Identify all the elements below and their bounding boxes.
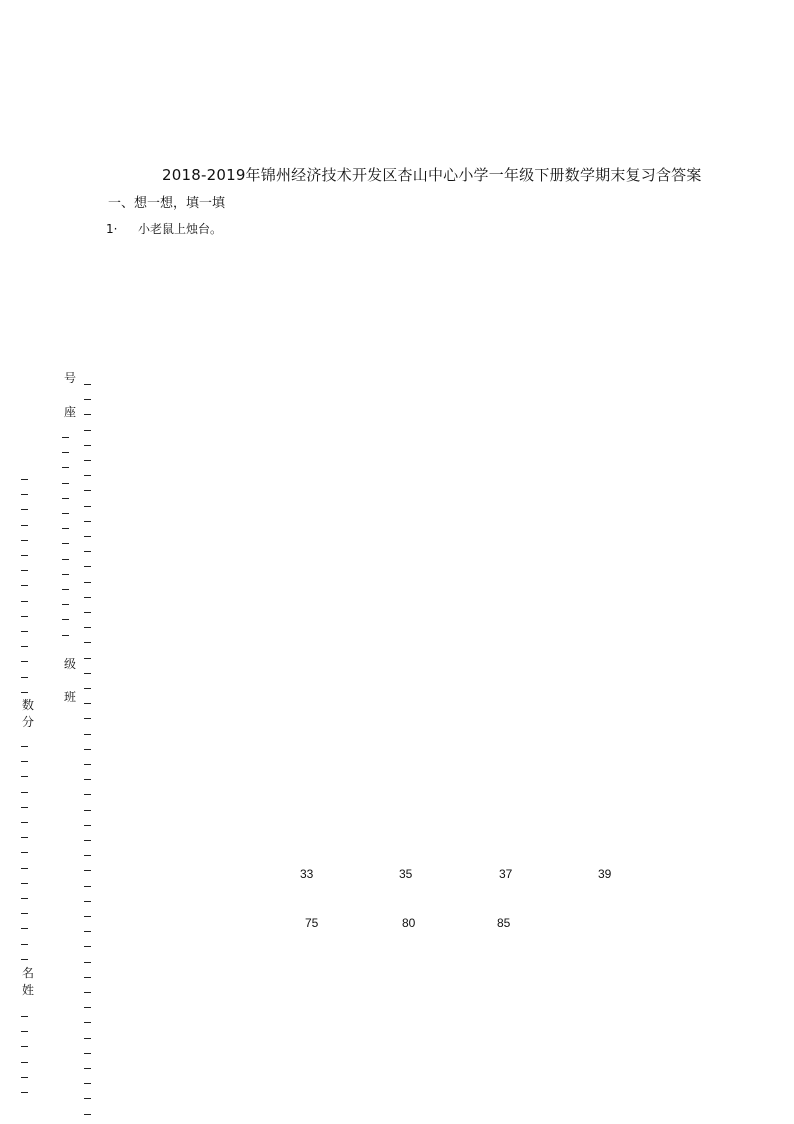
binding-dash	[84, 946, 91, 947]
binding-dash	[84, 901, 91, 902]
margin-label-fen: 分	[22, 715, 35, 729]
binding-dash	[62, 559, 69, 560]
number-85: 85	[497, 916, 511, 930]
binding-dash	[84, 688, 91, 689]
binding-dash	[21, 928, 28, 929]
binding-dash	[84, 536, 91, 537]
binding-dash	[21, 479, 28, 480]
margin-label-ban: 班	[64, 690, 77, 704]
binding-dash	[84, 627, 91, 628]
binding-dash	[84, 1068, 91, 1069]
binding-dash	[84, 703, 91, 704]
binding-dash	[21, 494, 28, 495]
binding-dash	[84, 855, 91, 856]
binding-dash	[21, 525, 28, 526]
binding-dash	[84, 521, 91, 522]
binding-dash	[84, 642, 91, 643]
binding-dash	[84, 399, 91, 400]
binding-dash	[84, 718, 91, 719]
binding-dash	[84, 582, 91, 583]
margin-label-ji: 级	[64, 657, 77, 671]
binding-dash	[84, 566, 91, 567]
binding-dash	[62, 543, 69, 544]
binding-dash	[21, 913, 28, 914]
binding-dash	[21, 540, 28, 541]
binding-dash	[21, 822, 28, 823]
binding-dash	[84, 931, 91, 932]
binding-dash	[21, 555, 28, 556]
number-80: 80	[402, 916, 416, 930]
binding-dash	[84, 384, 91, 385]
binding-dash	[62, 589, 69, 590]
binding-dash	[62, 467, 69, 468]
binding-dash	[62, 604, 69, 605]
binding-dash	[84, 673, 91, 674]
question-number: 1·	[106, 222, 118, 236]
binding-dash	[21, 776, 28, 777]
question-text: 小老鼠上烛台。	[138, 222, 223, 236]
binding-dash	[84, 749, 91, 750]
binding-dash	[84, 475, 91, 476]
binding-dash	[84, 810, 91, 811]
number-33: 33	[300, 867, 314, 881]
binding-dash	[84, 840, 91, 841]
number-37: 37	[499, 867, 513, 881]
number-35: 35	[399, 867, 413, 881]
binding-dash	[84, 612, 91, 613]
section-heading: 一、想一想，填一填	[108, 196, 226, 211]
binding-dash	[84, 445, 91, 446]
binding-dash	[84, 764, 91, 765]
binding-dash	[21, 1092, 28, 1093]
binding-dash	[21, 570, 28, 571]
binding-dash	[84, 794, 91, 795]
binding-dash	[62, 452, 69, 453]
binding-dash	[84, 414, 91, 415]
margin-label-ming: 名	[22, 966, 35, 980]
binding-dash	[84, 1038, 91, 1039]
binding-dash	[21, 1031, 28, 1032]
binding-dash	[84, 734, 91, 735]
margin-label-xing: 姓	[22, 983, 35, 997]
binding-dash	[62, 498, 69, 499]
binding-dash	[84, 1114, 91, 1115]
binding-dash	[84, 977, 91, 978]
binding-dash	[21, 959, 28, 960]
binding-dash	[21, 661, 28, 662]
binding-dash	[84, 825, 91, 826]
binding-dash	[21, 852, 28, 853]
binding-dash	[62, 483, 69, 484]
binding-dash	[84, 430, 91, 431]
binding-dash	[84, 916, 91, 917]
binding-dash	[84, 962, 91, 963]
binding-dash	[21, 898, 28, 899]
binding-dash	[84, 1083, 91, 1084]
binding-dash	[21, 868, 28, 869]
binding-dash	[21, 585, 28, 586]
binding-dash	[84, 992, 91, 993]
binding-dash	[84, 886, 91, 887]
binding-dash	[21, 1062, 28, 1063]
binding-dash	[21, 677, 28, 678]
binding-dash	[21, 883, 28, 884]
binding-dash	[62, 619, 69, 620]
binding-dash	[21, 1077, 28, 1078]
binding-dash	[84, 779, 91, 780]
number-39: 39	[598, 867, 612, 881]
binding-dash	[62, 513, 69, 514]
binding-dash	[62, 437, 69, 438]
binding-dash	[84, 1053, 91, 1054]
binding-dash	[21, 944, 28, 945]
binding-dash	[21, 792, 28, 793]
binding-dash	[62, 574, 69, 575]
binding-dash	[84, 1098, 91, 1099]
margin-label-hao: 号	[64, 371, 77, 385]
binding-dash	[21, 509, 28, 510]
binding-dash	[84, 870, 91, 871]
binding-dash	[84, 551, 91, 552]
binding-dash	[21, 692, 28, 693]
binding-dash	[84, 597, 91, 598]
binding-dash	[84, 506, 91, 507]
document-title: 2018-2019年锦州经济技术开发区杏山中心小学一年级下册数学期末复习含答案	[162, 166, 702, 184]
binding-dash	[21, 1046, 28, 1047]
margin-label-zuo: 座	[64, 405, 77, 419]
margin-label-shu: 数	[22, 698, 35, 712]
binding-dash	[21, 601, 28, 602]
binding-dash	[21, 1016, 28, 1017]
binding-dash	[21, 616, 28, 617]
binding-dash	[84, 490, 91, 491]
binding-dash	[84, 1022, 91, 1023]
binding-dash	[84, 460, 91, 461]
binding-dash	[62, 528, 69, 529]
binding-dash	[21, 761, 28, 762]
binding-dash	[84, 1007, 91, 1008]
binding-dash	[21, 631, 28, 632]
number-75: 75	[305, 916, 319, 930]
binding-dash	[21, 807, 28, 808]
binding-dash	[21, 746, 28, 747]
binding-dash	[62, 635, 69, 636]
binding-dash	[21, 837, 28, 838]
binding-dash	[21, 646, 28, 647]
binding-dash	[84, 658, 91, 659]
